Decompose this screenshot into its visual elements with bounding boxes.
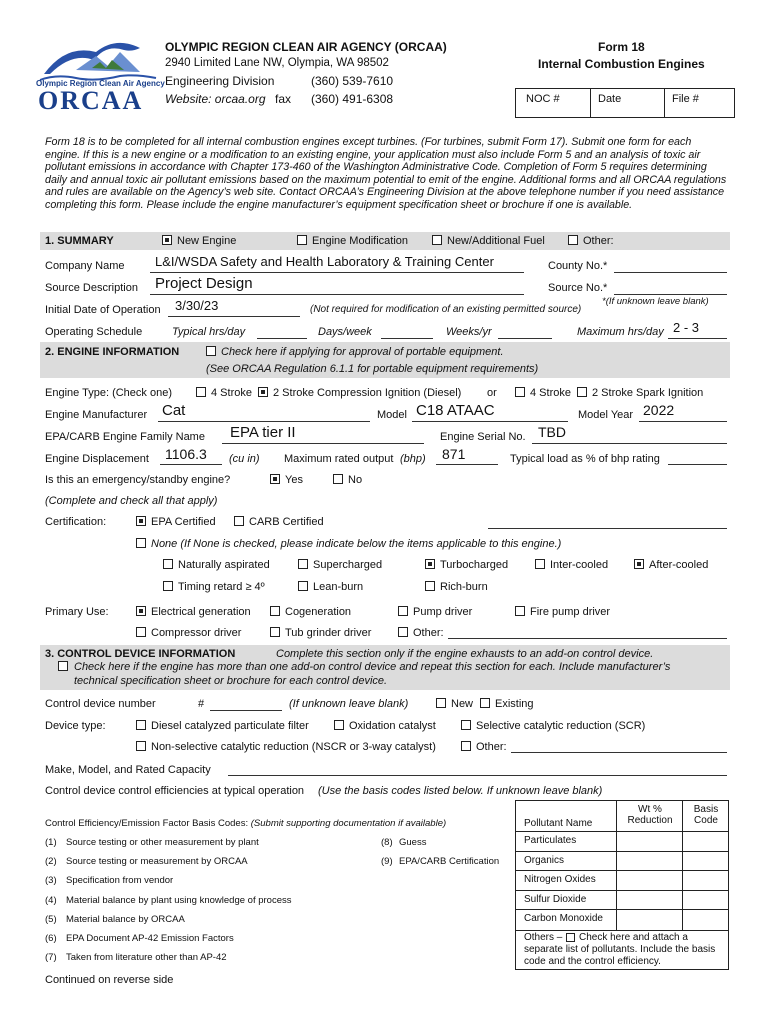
form-number: Form 18 bbox=[598, 40, 645, 54]
basis-code-text: EPA Document AP-42 Emission Factors bbox=[66, 933, 234, 944]
pollutant-row-name: Organics bbox=[524, 854, 565, 866]
emergency-no-checkbox[interactable] bbox=[333, 474, 343, 484]
scr-checkbox[interactable] bbox=[461, 720, 471, 730]
new-fuel-checkbox[interactable] bbox=[432, 235, 442, 245]
pollutant-table bbox=[515, 800, 729, 970]
nat-asp-label: Naturally aspirated bbox=[178, 559, 270, 571]
basis-code-text: Taken from literature other than AP-42 bbox=[66, 952, 227, 964]
new-fuel-label: New/Additional Fuel bbox=[447, 235, 545, 247]
codes-heading-text: Control Efficiency/Emission Factor Basis Codes: bbox=[45, 818, 249, 829]
primary-use-label: Primary Use: bbox=[45, 606, 109, 618]
elec-gen-label: Electrical generation bbox=[151, 606, 251, 618]
device-other-label: Other: bbox=[476, 741, 507, 753]
basis-code-number: (5) bbox=[45, 913, 57, 925]
others-checkbox[interactable] bbox=[566, 933, 575, 942]
other-checkbox[interactable] bbox=[568, 235, 578, 245]
pollutant-header-basis: Basis Code bbox=[693, 804, 719, 826]
make-model-line[interactable] bbox=[228, 775, 727, 776]
cogen-checkbox[interactable] bbox=[270, 606, 280, 616]
max-hrs-line bbox=[668, 338, 727, 339]
source-desc-label: Source Description bbox=[45, 282, 138, 294]
none-note: None (If None is checked, please indicate below the items applicable to this engine.) bbox=[151, 538, 562, 550]
family-line bbox=[222, 443, 424, 444]
others-line3: code and the control efficiency. bbox=[524, 956, 661, 967]
basis-code-number: (3) bbox=[45, 875, 57, 887]
basis-code-number: (8) bbox=[381, 837, 393, 848]
pollutant-row-name: Carbon Monoxide bbox=[524, 913, 603, 924]
rich-burn-label: Rich-burn bbox=[440, 581, 488, 593]
multi-device-line2: technical specification sheet or brochure for each control device. bbox=[74, 675, 388, 687]
source-no-line[interactable] bbox=[614, 294, 727, 295]
model-value[interactable]: C18 ATAAC bbox=[416, 402, 495, 419]
basis-code-text: Guess bbox=[399, 837, 427, 848]
disp-unit: (cu in) bbox=[229, 453, 260, 465]
new-engine-checkbox[interactable] bbox=[162, 235, 172, 245]
days-week-label: Days/week bbox=[318, 326, 372, 338]
pollutant-row-name: Nitrogen Oxides bbox=[524, 874, 596, 885]
engine-type-label: Engine Type: (Check one) bbox=[45, 387, 172, 399]
nscr-label: Non-selective catalytic reduction (NSCR or 3-way catalyst) bbox=[151, 741, 436, 753]
control-number-line[interactable] bbox=[210, 710, 282, 711]
pollutant-row-name: Particulates bbox=[524, 835, 577, 846]
model-label: Model bbox=[377, 409, 407, 421]
max-hrs-label: Maximum hrs/day bbox=[577, 326, 664, 338]
tub-grinder-label: Tub grinder driver bbox=[285, 627, 372, 639]
max-hrs-value[interactable]: 2 - 3 bbox=[673, 320, 700, 335]
epa-cert-checkbox[interactable] bbox=[136, 516, 146, 526]
two-stroke-si-label: 2 Stroke Spark Ignition bbox=[592, 387, 704, 399]
pollutant-row-divider bbox=[516, 890, 728, 891]
efficiencies-label: Control device control efficiencies at typical operation bbox=[45, 785, 305, 797]
diesel-pf-label: Diesel catalyzed particulate filter bbox=[151, 720, 309, 732]
other-label: Other: bbox=[583, 235, 614, 247]
oxidation-label: Oxidation catalyst bbox=[349, 720, 436, 732]
disp-line bbox=[160, 464, 222, 465]
two-stroke-si-checkbox[interactable] bbox=[577, 387, 587, 397]
company-label: Company Name bbox=[45, 260, 125, 272]
basis-code-text: EPA/CARB Certification bbox=[399, 856, 500, 868]
max-output-label: Maximum rated output bbox=[284, 453, 394, 465]
model-year-label: Model Year bbox=[578, 409, 634, 421]
elec-gen-checkbox[interactable] bbox=[136, 606, 146, 616]
emergency-yes-label: Yes bbox=[285, 474, 303, 486]
rich-burn-checkbox[interactable] bbox=[425, 581, 435, 591]
mfr-label: Engine Manufacturer bbox=[45, 409, 148, 421]
company-value[interactable]: L&I/WSDA Safety and Health Laboratory & Training Center bbox=[155, 254, 494, 269]
date-label: Date bbox=[598, 93, 622, 105]
supercharged-label: Supercharged bbox=[313, 559, 383, 571]
new-device-label: New bbox=[451, 698, 474, 710]
timing-label: Timing retard ≥ 4º bbox=[178, 581, 265, 593]
op-sched-label: Operating Schedule bbox=[45, 326, 143, 338]
max-output-unit: (bhp) bbox=[400, 453, 426, 465]
family-value[interactable]: EPA tier II bbox=[230, 424, 296, 441]
mfr-value[interactable]: Cat bbox=[162, 402, 186, 419]
aftercooled-label: After-cooled bbox=[649, 559, 709, 571]
portable-note: (See ORCAA Regulation 6.1.1 for portable equipment requirements) bbox=[206, 363, 539, 375]
typical-hrs-label: Typical hrs/day bbox=[172, 326, 246, 338]
basis-code-text: Specification from vendor bbox=[66, 875, 174, 887]
office-use-box bbox=[515, 88, 735, 118]
epa-cert-label: EPA Certified bbox=[151, 516, 216, 528]
fax-label: fax bbox=[275, 92, 292, 106]
emergency-no-label: No bbox=[348, 474, 363, 486]
pump-driver-label: Pump driver bbox=[413, 606, 473, 618]
emergency-yes-checkbox[interactable] bbox=[270, 474, 280, 484]
family-label: EPA/CARB Engine Family Name bbox=[45, 431, 205, 443]
four-stroke-ci-label: 4 Stroke bbox=[211, 387, 252, 399]
pollutant-row-divider bbox=[516, 909, 728, 910]
four-stroke-ci-checkbox[interactable] bbox=[196, 387, 206, 397]
not-required-note: (Not required for modification of an existing permitted source) bbox=[310, 304, 582, 315]
form-title: Internal Combustion Engines bbox=[538, 57, 705, 71]
basis-code-number: (7) bbox=[45, 952, 57, 964]
agency-address: 2940 Limited Lane NW, Olympia, WA 98502 bbox=[165, 57, 389, 69]
existing-device-checkbox[interactable] bbox=[480, 698, 490, 708]
max-output-line bbox=[436, 464, 498, 465]
new-device-checkbox[interactable] bbox=[436, 698, 446, 708]
typical-hrs-line[interactable] bbox=[257, 338, 307, 339]
control-heading-note: Complete this section only if the engine exhausts to an add-on control device. bbox=[276, 648, 654, 660]
agency-name: OLYMPIC REGION CLEAN AIR AGENCY (ORCAA) bbox=[165, 40, 447, 54]
basis-code-text: Material balance by plant using knowledge of process bbox=[66, 894, 292, 906]
fax: (360) 491-6308 bbox=[311, 92, 394, 106]
engine-mod-label: Engine Modification bbox=[312, 235, 409, 247]
lean-burn-checkbox[interactable] bbox=[298, 581, 308, 591]
pollutant-header-name: Pollutant Name bbox=[524, 818, 593, 829]
new-engine-label: New Engine bbox=[177, 235, 237, 247]
county-line[interactable] bbox=[614, 272, 727, 273]
primary-other-label: Other: bbox=[413, 627, 444, 639]
turbocharged-label: Turbocharged bbox=[440, 559, 509, 571]
max-output-value[interactable]: 871 bbox=[442, 446, 466, 462]
compressor-checkbox[interactable] bbox=[136, 627, 146, 637]
basis-code-text: Material balance by ORCAA bbox=[66, 913, 185, 925]
orca-logo bbox=[36, 30, 165, 115]
basis-code-number: (1) bbox=[45, 837, 57, 848]
efficiencies-note: (Use the basis codes listed below. If unknown leave blank) bbox=[318, 785, 603, 797]
init-date-line bbox=[168, 316, 300, 317]
oxidation-checkbox[interactable] bbox=[334, 720, 344, 730]
days-week-line[interactable] bbox=[381, 338, 433, 339]
intercooled-checkbox[interactable] bbox=[535, 559, 545, 569]
source-desc-line bbox=[150, 294, 524, 295]
intro-paragraph: Form 18 is to be completed for all internal combustion engines except turbines. (For turbines, submit Form 17). Submit one form for each engine. If this is a new engine or a modification to an existing engine, your application must also include Form 5 and an analysis of toxic air pollutant emissions in accordance with Chapter 173-460 of the Washington Administrative Code. Completion of Form 5 requires determining daily and annual toxic air pollutant emissions based on the maximum potential to emit of the engine. Additional forms and all ORCAA regulations and rules are available on the Agency’s web site. Contact ORCAA’s Engineering Division at the above telephone number if you need assistance completing this form. Please include the engine manufacturer’s equipment specification sheet or brochure if one is available. bbox=[45, 136, 727, 211]
file-label: File # bbox=[672, 93, 699, 105]
lean-burn-label: Lean-burn bbox=[313, 581, 364, 593]
none-checkbox[interactable] bbox=[136, 538, 146, 548]
turbocharged-checkbox[interactable] bbox=[425, 559, 435, 569]
unknown-note: *(If unknown leave blank) bbox=[602, 296, 709, 307]
basis-code-text: Source testing or measurement by ORCAA bbox=[66, 856, 248, 868]
timing-checkbox[interactable] bbox=[163, 581, 173, 591]
supercharged-checkbox[interactable] bbox=[298, 559, 308, 569]
aftercooled-checkbox[interactable] bbox=[634, 559, 644, 569]
control-number-hash: # bbox=[198, 698, 205, 710]
complete-all-note: (Complete and check all that apply) bbox=[45, 495, 218, 507]
control-unknown-note: (If unknown leave blank) bbox=[289, 698, 409, 710]
init-date-value[interactable]: 3/30/23 bbox=[175, 298, 219, 313]
portable-checkbox[interactable] bbox=[206, 346, 216, 356]
basis-code-number: (6) bbox=[45, 933, 57, 944]
device-type-label: Device type: bbox=[45, 720, 106, 732]
nat-asp-checkbox[interactable] bbox=[163, 559, 173, 569]
others-line2: separate list of pollutants. Include the basis bbox=[524, 944, 716, 955]
weeks-yr-line[interactable] bbox=[498, 338, 552, 339]
disp-value[interactable]: 1106.3 bbox=[165, 446, 207, 462]
model-year-value[interactable]: 2022 bbox=[643, 402, 675, 418]
company-line bbox=[150, 272, 524, 273]
emergency-question: Is this an emergency/standby engine? bbox=[45, 474, 231, 486]
intercooled-label: Inter-cooled bbox=[550, 559, 609, 571]
mfr-line bbox=[158, 421, 370, 422]
cogen-label: Cogeneration bbox=[285, 606, 352, 618]
summary-heading: 1. SUMMARY bbox=[45, 235, 114, 247]
control-number-label: Control device number bbox=[45, 698, 156, 710]
compressor-label: Compressor driver bbox=[151, 627, 242, 639]
multi-device-line1: Check here if the engine has more than one add-on control device and repeat this section for each. Include manufacturer’s bbox=[74, 661, 671, 673]
cert-other-line[interactable] bbox=[488, 528, 727, 529]
cert-label: Certification: bbox=[45, 516, 107, 528]
none-label bbox=[151, 538, 561, 550]
basis-code-number: (2) bbox=[45, 856, 57, 868]
two-stroke-ci-checkbox[interactable] bbox=[258, 387, 268, 397]
fire-pump-label: Fire pump driver bbox=[530, 606, 611, 618]
pump-driver-checkbox[interactable] bbox=[398, 606, 408, 616]
logo-subtitle: Olympic Region Clean Air Agency bbox=[36, 79, 165, 88]
basis-code-text: Source testing or other measurement by plant bbox=[66, 837, 259, 848]
serial-label: Engine Serial No. bbox=[440, 431, 526, 443]
logo-text: ORCAA bbox=[38, 86, 144, 115]
website: Website: orcaa.org bbox=[165, 92, 266, 106]
carb-cert-label: CARB Certified bbox=[249, 516, 324, 528]
pollutant-row-name: Sulfur Dioxide bbox=[524, 893, 587, 905]
four-stroke-si-checkbox[interactable] bbox=[515, 387, 525, 397]
basis-code-number: (9) bbox=[381, 856, 393, 868]
primary-other-checkbox[interactable] bbox=[398, 627, 408, 637]
four-stroke-si-label: 4 Stroke bbox=[530, 387, 571, 399]
continued-note: Continued on reverse side bbox=[45, 974, 174, 986]
pollutant-row-divider bbox=[516, 870, 728, 871]
others-line1b: Check here and attach a bbox=[579, 932, 688, 943]
source-desc-value[interactable]: Project Design bbox=[155, 275, 253, 292]
county-label: County No.* bbox=[548, 260, 608, 272]
typical-load-label: Typical load as % of bhp rating bbox=[510, 453, 660, 465]
pollutant-header-wt: Wt % Reduction bbox=[627, 804, 673, 826]
multi-device-checkbox[interactable] bbox=[58, 661, 68, 671]
primary-other-line[interactable] bbox=[448, 638, 727, 639]
device-other-checkbox[interactable] bbox=[461, 741, 471, 751]
model-line bbox=[412, 421, 568, 422]
diesel-pf-checkbox[interactable] bbox=[136, 720, 146, 730]
scr-label: Selective catalytic reduction (SCR) bbox=[476, 720, 646, 732]
basis-code-number: (4) bbox=[45, 894, 57, 906]
fire-pump-checkbox[interactable] bbox=[515, 606, 525, 616]
nscr-checkbox[interactable] bbox=[136, 741, 146, 751]
device-other-line[interactable] bbox=[511, 752, 727, 753]
or-label: or bbox=[487, 387, 497, 399]
pollutant-row-divider bbox=[516, 851, 728, 852]
typical-load-line[interactable] bbox=[668, 464, 727, 465]
portable-label: Check here if applying for approval of portable equipment. bbox=[221, 346, 504, 358]
init-date-label: Initial Date of Operation bbox=[45, 304, 161, 316]
carb-cert-checkbox[interactable] bbox=[234, 516, 244, 526]
source-no-label: Source No.* bbox=[548, 282, 608, 294]
codes-heading bbox=[45, 818, 446, 829]
phone: (360) 539-7610 bbox=[311, 74, 394, 88]
others-line1: Others – bbox=[524, 932, 563, 943]
engine-heading: 2. ENGINE INFORMATION bbox=[45, 346, 180, 358]
make-model-label: Make, Model, and Rated Capacity bbox=[45, 764, 211, 776]
noc-label: NOC # bbox=[526, 93, 560, 105]
existing-device-label: Existing bbox=[495, 698, 534, 710]
control-heading: 3. CONTROL DEVICE INFORMATION bbox=[45, 648, 236, 660]
model-year-line bbox=[639, 421, 727, 422]
division: Engineering Division bbox=[165, 74, 275, 88]
disp-label: Engine Displacement bbox=[45, 453, 149, 465]
weeks-yr-label: Weeks/yr bbox=[446, 326, 492, 338]
pollutant-row-divider bbox=[516, 831, 728, 832]
tub-grinder-checkbox[interactable] bbox=[270, 627, 280, 637]
serial-value[interactable]: TBD bbox=[538, 424, 566, 440]
serial-line bbox=[532, 443, 727, 444]
codes-heading-note: (Submit supporting documentation if available) bbox=[250, 818, 447, 829]
engine-mod-checkbox[interactable] bbox=[297, 235, 307, 245]
two-stroke-ci-label: 2 Stroke Compression Ignition (Diesel) bbox=[273, 387, 462, 399]
